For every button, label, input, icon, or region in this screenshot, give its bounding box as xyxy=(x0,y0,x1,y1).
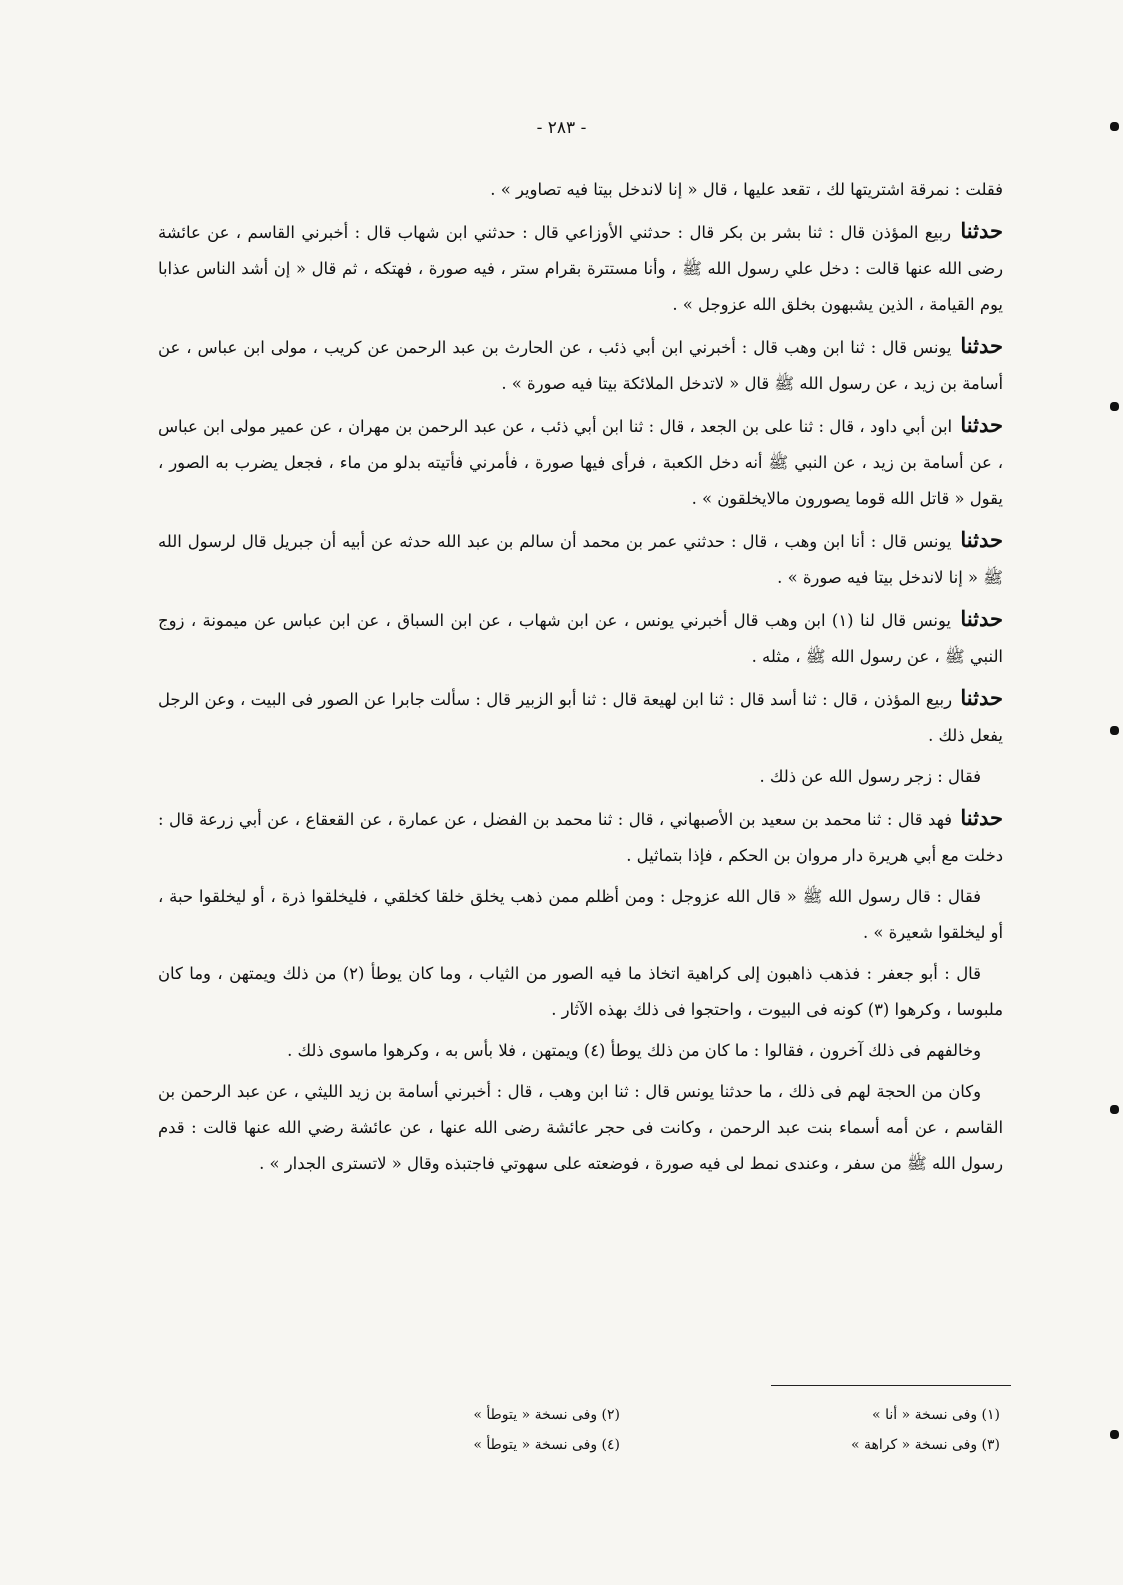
footnote-1: (١) وفى نسخة « أنا » xyxy=(872,1407,1000,1423)
paragraph: حدثنا يونس قال : ثنا ابن وهب قال : أخبرني ابن أبي ذئب ، عن الحارث بن عبد الرحمن عن كريب ، مولى ابن عباس ، عن أسامة بن زيد ، عن رسول الله ﷺ قال « لاتدخل الملائكة بيتا فيه صورة » . xyxy=(158,333,1003,393)
scan-edge-mark xyxy=(1110,726,1119,735)
footnote-4: (٤) وفى نسخة « يتوطأ » xyxy=(473,1437,620,1453)
paragraph: فقال : زجر رسول الله عن ذلك . xyxy=(759,767,981,786)
paragraph: قال : أبو جعفر : فذهب ذاهبون إلى كراهية اتخاذ ما فيه الصور من الثياب ، وما كان يوطأ (٢) من ذلك ويمتهن ، وما كان ملبوسا ، وكرهوا (٣) كونه فى البيوت ، واحتجوا فى ذلك بهذه الآثار . xyxy=(158,964,1003,1019)
paragraph: وخالفهم فى ذلك آخرون ، فقالوا : ما كان من ذلك يوطأ (٤) ويمتهن ، فلا بأس به ، وكرهوا ماسوى ذلك . xyxy=(287,1041,981,1060)
paragraph: حدثنا ربيع المؤذن قال : ثنا بشر بن بكر قال : حدثني الأوزاعي قال : حدثني ابن شهاب قال : أخبرني القاسم ، عن عائشة رضى الله عنها قالت : دخل علي رسول الله ﷺ ، وأنا مستترة بقرام ستر ، فيه صورة ، فهتكه ، ثم قال « إن أشد الناس عذابا يوم القيامة ، الذين يشبهون بخلق الله عزوجل » . xyxy=(158,218,1003,314)
scan-edge-mark xyxy=(1110,1430,1119,1439)
paragraph: فقال : قال رسول الله ﷺ « قال الله عزوجل : ومن أظلم ممن ذهب يخلق خلقا كخلقي ، فليخلقوا ذرة ، أو ليخلقوا حبة ، أو ليخلقوا شعيرة » . xyxy=(158,887,1003,942)
paragraph: وكان من الحجة لهم فى ذلك ، ما حدثنا يونس قال : ثنا ابن وهب ، قال : أخبرني أسامة بن زيد الليثي ، عن عبد الرحمن بن القاسم ، عن أمه أسماء بنت عبد الرحمن ، وكانت فى حجر عائشة رضى الله عنها ، عن عائشة رضي الله عنها قالت : قدم رسول الله ﷺ من سفر ، وعندى نمط لى فيه صورة ، فوضعته على سهوتي فاجتبذه وقال « لاتسترى الجدار » . xyxy=(158,1082,1004,1173)
hadith-lead: حدثنا xyxy=(960,412,1003,437)
scan-edge-mark xyxy=(1110,122,1119,131)
hadith-lead: حدثنا xyxy=(960,606,1004,631)
paragraph: حدثنا ابن أبي داود ، قال : ثنا على بن الجعد ، قال : ثنا ابن أبي ذئب ، عن عبد الرحمن بن مهران ، عن عمير مولى ابن عباس ، عن أسامة بن زيد ، عن النبي ﷺ أنه دخل الكعبة ، فرأى فيها صورة ، فأمرني فأتيته بدلو من ماء ، فجعل يضرب به الصور ، يقول « قاتل الله قوما يصورون مالايخلقون » . xyxy=(158,412,1003,508)
paragraph: فقلت : نمرقة اشتريتها لك ، تقعد عليها ، قال « إنا لاندخل بيتا فيه تصاوير » . xyxy=(490,180,1003,199)
paragraph: حدثنا ربيع المؤذن ، قال : ثنا أسد قال : ثنا ابن لهيعة قال : ثنا أبو الزبير قال : سألت جابرا عن الصور فى البيت ، وعن الرجل يفعل ذلك . xyxy=(158,685,1003,745)
hadith-lead: حدثنا xyxy=(960,805,1003,830)
paragraph: حدثنا يونس قال : أنا ابن وهب ، قال : حدثني عمر بن محمد أن سالم بن عبد الله حدثه عن أبيه أن جبريل قال لرسول الله ﷺ « إنا لاندخل بيتا فيه صورة » . xyxy=(158,527,1003,587)
footnote-divider xyxy=(771,1385,1011,1386)
footnote-2: (٢) وفى نسخة « يتوطأ » xyxy=(473,1407,620,1423)
hadith-lead: حدثنا xyxy=(960,527,1003,552)
scan-edge-mark xyxy=(1110,1105,1119,1114)
scan-edge-mark xyxy=(1110,402,1119,411)
footnote-3: (٣) وفى نسخة « كراهة » xyxy=(850,1437,1000,1453)
hadith-lead: حدثنا xyxy=(960,685,1003,710)
main-text xyxy=(158,172,1003,1187)
paragraph: حدثنا فهد قال : ثنا محمد بن سعيد بن الأصبهاني ، قال : ثنا محمد بن الفضل ، عن عمارة ، عن القعقاع ، عن أبي زرعة قال : دخلت مع أبي هريرة دار مروان بن الحكم ، فإذا بتماثيل . xyxy=(158,805,1003,865)
hadith-lead: حدثنا xyxy=(960,333,1003,358)
paragraph: حدثنا يونس قال لنا (١) ابن وهب قال أخبرني يونس ، عن ابن شهاب ، عن ابن السباق ، عن ابن عباس عن ميمونة ، زوج النبي ﷺ ، عن رسول الله ﷺ ، مثله . xyxy=(158,606,1004,666)
footnotes xyxy=(300,1400,1000,1460)
hadith-lead: حدثنا xyxy=(960,218,1003,243)
page-number: - ٢٨٣ - xyxy=(536,118,587,138)
